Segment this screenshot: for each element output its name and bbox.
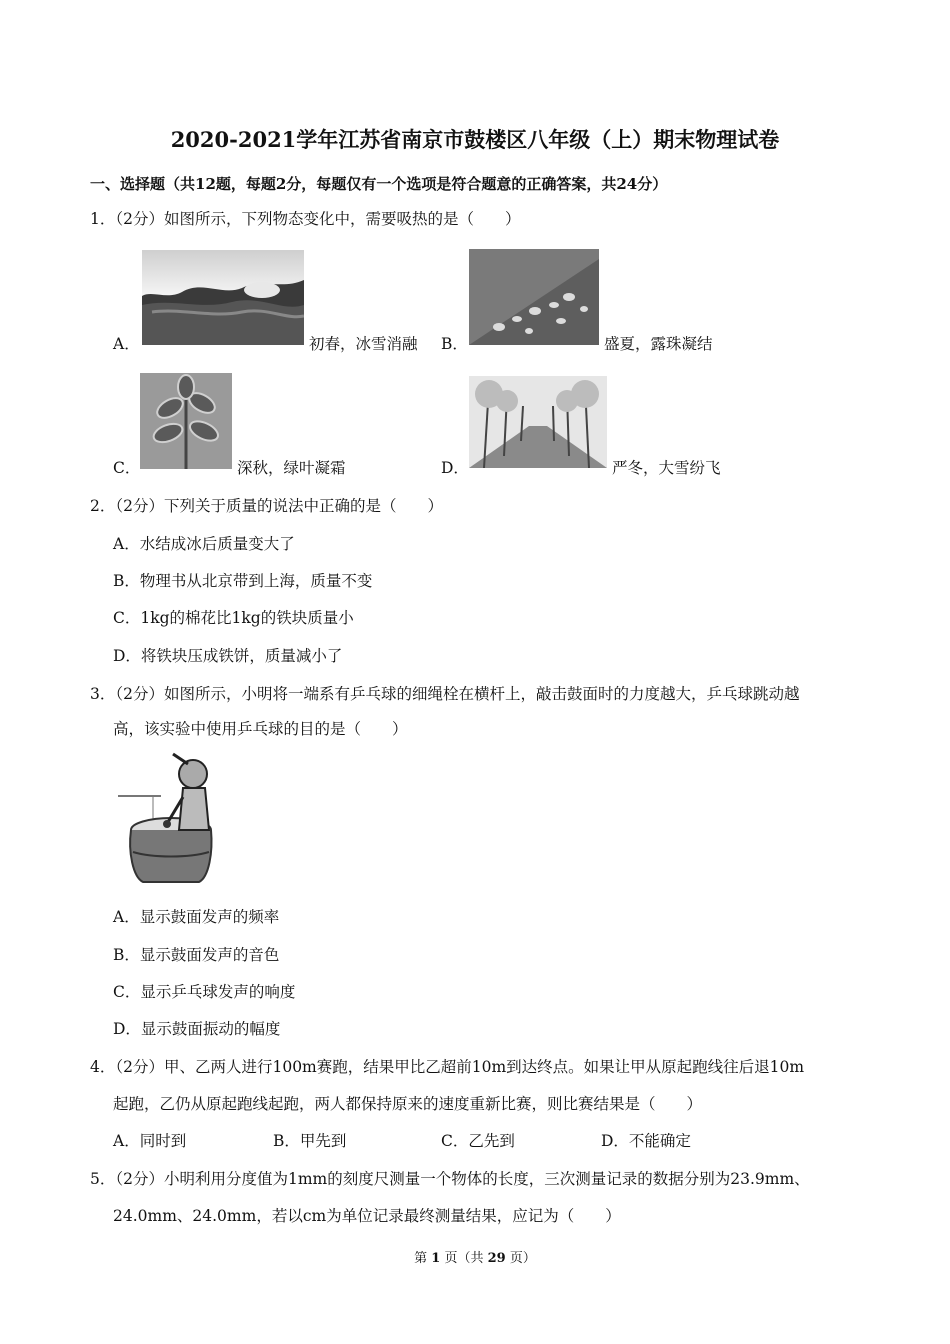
footer-page-number: 1 — [431, 1251, 441, 1266]
q1-option-a-letter: A． — [113, 335, 140, 353]
section-heading: 一、选择题（共12题，每题2分，每题仅有一个选项是符合题意的正确答案，共24分） — [90, 175, 668, 193]
q3-option-a: A．显示鼓面发声的频率 — [113, 908, 280, 926]
q1-option-a-image — [142, 250, 304, 345]
q1-option-b-caption: 盛夏，露珠凝结 — [604, 335, 713, 353]
q4-option-a: A．同时到 — [113, 1132, 187, 1150]
q2-option-b: B．物理书从北京带到上海，质量不变 — [113, 572, 373, 590]
q4-option-d: D．不能确定 — [601, 1132, 691, 1150]
footer-middle: 页（共 — [440, 1251, 488, 1266]
question-1-stem: 1．（2分）如图所示，下列物态变化中，需要吸热的是（ ） — [90, 210, 521, 228]
q1-option-d-caption: 严冬，大雪纷飞 — [612, 459, 721, 477]
question-3-stem-line2: 高，该实验中使用乒乓球的目的是（ ） — [113, 720, 408, 738]
question-4-stem-line2: 起跑，乙仍从原起跑线起跑，两人都保持原来的速度重新比赛，则比赛结果是（ ） — [113, 1095, 703, 1113]
q1-option-c-caption: 深秋，绿叶凝霜 — [237, 459, 346, 477]
q1-option-d-letter: D． — [441, 459, 469, 477]
footer-total-pages: 29 — [487, 1251, 506, 1266]
q2-option-d: D．将铁块压成铁饼，质量减小了 — [113, 647, 343, 665]
question-4-stem-line1: 4．（2分）甲、乙两人进行100m赛跑，结果甲比乙超前10m到达终点。如果让甲从原起跑线往后退10m — [90, 1058, 805, 1076]
page-title: 2020-2021学年江苏省南京市鼓楼区八年级（上）期末物理试卷 — [170, 127, 780, 152]
q3-drum-illustration — [113, 752, 228, 890]
question-5-stem-line2: 24.0mm、24.0mm，若以cm为单位记录最终测量结果，应记为（ ） — [113, 1207, 621, 1225]
q3-option-c: C．显示乒乓球发声的响度 — [113, 983, 296, 1001]
question-5-stem-line1: 5．（2分）小明利用分度值为1mm的刻度尺测量一个物体的长度，三次测量记录的数据分别为23.9mm、 — [90, 1170, 810, 1188]
q1-option-c-image — [140, 373, 232, 469]
question-2-stem: 2．（2分）下列关于质量的说法中正确的是（ ） — [90, 497, 443, 515]
q1-option-b-letter: B． — [441, 335, 468, 353]
q4-option-c: C．乙先到 — [441, 1132, 515, 1150]
q3-option-d: D．显示鼓面振动的幅度 — [113, 1020, 281, 1038]
q3-option-b: B．显示鼓面发声的音色 — [113, 946, 280, 964]
question-3-stem-line1: 3．（2分）如图所示，小明将一端系有乒乓球的细绳栓在横杆上，敲击鼓面时的力度越大，乒乓球跳动越 — [90, 685, 800, 703]
footer-prefix: 第 — [414, 1251, 432, 1266]
q1-option-d-image — [469, 376, 607, 468]
footer-suffix: 页） — [505, 1251, 536, 1266]
q1-option-a-caption: 初春，冰雪消融 — [309, 335, 418, 353]
q1-option-c-letter: C． — [113, 459, 141, 477]
q4-option-b: B．甲先到 — [273, 1132, 347, 1150]
q1-option-b-image — [469, 249, 599, 345]
q2-option-a: A．水结成冰后质量变大了 — [113, 535, 295, 553]
q2-option-c: C．1kg的棉花比1kg的铁块质量小 — [113, 609, 354, 627]
page-footer — [0, 1247, 950, 1266]
